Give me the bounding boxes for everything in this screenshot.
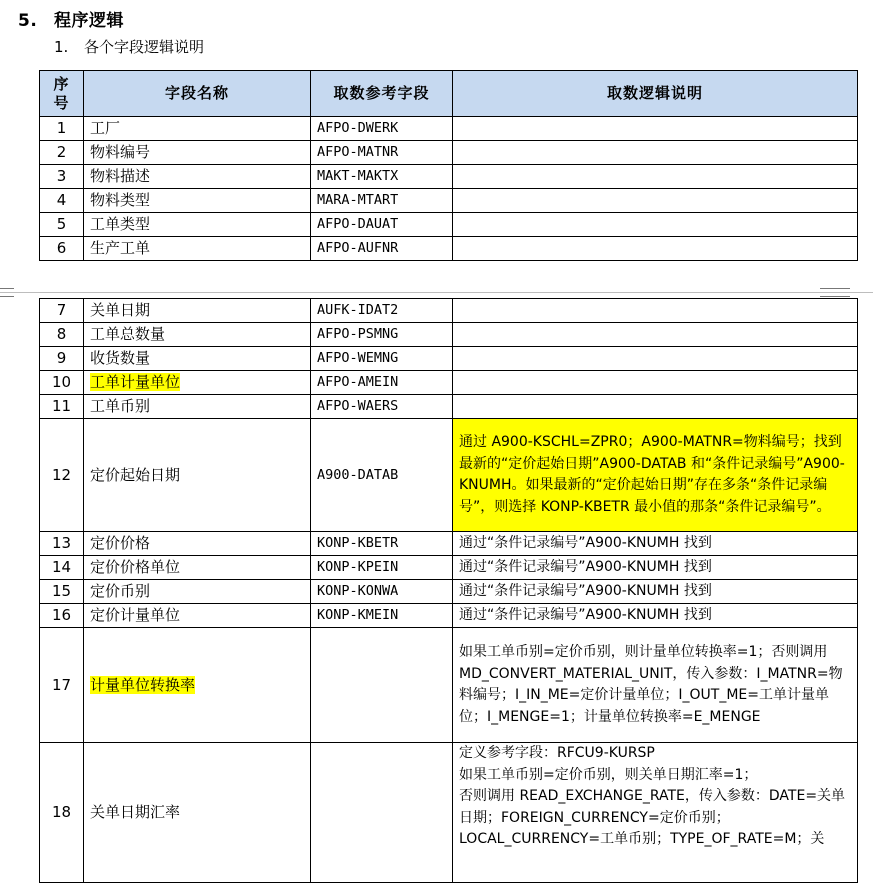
logic-line: 如果工单币别=定价币别，则关单日期汇率=1； — [459, 766, 758, 783]
table-row — [40, 213, 858, 237]
field-name-text: 定价价格单位 — [90, 558, 181, 576]
subsection-title: 各个字段逻辑说明 — [84, 38, 205, 56]
cell-logic: 通过“条件记录编号”A900-KNUMH 找到 — [453, 580, 858, 604]
cell-no: 15 — [40, 580, 84, 604]
cell-logic — [453, 299, 858, 323]
cell-ref-field — [311, 628, 453, 743]
cell-logic — [453, 165, 858, 189]
field-name-text: 工单币别 — [90, 397, 151, 415]
field-name-text: 关单日期汇率 — [90, 803, 181, 821]
table-row — [40, 323, 858, 347]
field-name-text: 工单总数量 — [90, 325, 166, 343]
cell-ref-field: AFPO-WEMNG — [311, 347, 453, 371]
table-row — [40, 628, 858, 743]
cell-no: 12 — [40, 419, 84, 532]
cell-no: 4 — [40, 189, 84, 213]
field-name-text: 物料描述 — [90, 167, 151, 185]
cell-ref-field: AFPO-MATNR — [311, 141, 453, 165]
cell-ref-field: AFPO-DWERK — [311, 117, 453, 141]
cell-field-name — [84, 604, 311, 628]
field-name-text: 工厂 — [90, 119, 121, 137]
logic-line: 否则调用 READ_EXCHANGE_RATE，传入参数：DATE=关单日期；FOREIGN_CURRENCY=定价币别；LOCAL_CURRENCY=工单币别；TYPE_OF_RATE=M；关 — [459, 788, 846, 847]
cell-logic — [453, 213, 858, 237]
cell-ref-field: KONP-KONWA — [311, 580, 453, 604]
field-logic-table-page1 — [39, 70, 858, 261]
cell-no: 7 — [40, 299, 84, 323]
field-name-text: 生产工单 — [90, 239, 151, 257]
cell-logic — [453, 237, 858, 261]
table-row — [40, 556, 858, 580]
table-row — [40, 117, 858, 141]
cell-no: 8 — [40, 323, 84, 347]
field-name-text: 物料编号 — [90, 143, 151, 161]
field-name-text: 计量单位转换率 — [90, 675, 196, 694]
cell-logic: 通过“条件记录编号”A900-KNUMH 找到 — [453, 556, 858, 580]
cell-field-name — [84, 743, 311, 883]
field-name-text: 定价币别 — [90, 582, 151, 600]
cell-logic: 通过 A900-KSCHL=ZPR0；A900-MATNR=物料编号；找到最新的“定价起始日期”A900-DATAB 和“条件记录编号”A900-KNUMH。如果最新的“定价起始日期”存在多条“条件记录编号”，则选择 KONP-KBETR 最小值的那条“条件记录编号”。 — [453, 419, 858, 532]
table-row — [40, 165, 858, 189]
cell-field-name — [84, 189, 311, 213]
table-row — [40, 580, 858, 604]
cell-no: 16 — [40, 604, 84, 628]
cell-no: 11 — [40, 395, 84, 419]
cell-logic: 如果工单币别=定价币别，则计量单位转换率=1；否则调用 MD_CONVERT_MATERIAL_UNIT，传入参数：I_MATNR=物料编号；I_IN_ME=定价计量单位；I_OUT_ME=工单计量单位；I_MENGE=1；计量单位转换率=E_MENGE — [453, 628, 858, 743]
cell-ref-field: MARA-MTART — [311, 189, 453, 213]
cell-field-name — [84, 299, 311, 323]
cell-logic — [453, 117, 858, 141]
field-logic-table-page2 — [39, 298, 858, 883]
table-row — [40, 189, 858, 213]
cell-field-name — [84, 580, 311, 604]
cell-no: 13 — [40, 532, 84, 556]
table-row — [40, 347, 858, 371]
cell-ref-field: AFPO-PSMNG — [311, 323, 453, 347]
cell-logic: 通过“条件记录编号”A900-KNUMH 找到 — [453, 604, 858, 628]
header-no: 序号 — [40, 71, 84, 117]
cell-logic — [453, 743, 858, 883]
header-logic: 取数逻辑说明 — [453, 71, 858, 117]
logic-line: 定义参考字段：RFCU9-KURSP — [459, 745, 655, 761]
page-break-line — [0, 292, 873, 293]
cell-no: 1 — [40, 117, 84, 141]
field-name-text: 物料类型 — [90, 191, 151, 209]
field-name-text: 工单计量单位 — [90, 373, 181, 391]
cell-field-name — [84, 117, 311, 141]
cell-no: 6 — [40, 237, 84, 261]
subsection-heading — [54, 36, 204, 57]
cell-ref-field: KONP-KPEIN — [311, 556, 453, 580]
field-name-text: 定价计量单位 — [90, 606, 181, 624]
cell-logic — [453, 323, 858, 347]
cell-field-name — [84, 419, 311, 532]
cell-field-name — [84, 237, 311, 261]
table-body-1 — [40, 117, 858, 261]
cell-no: 3 — [40, 165, 84, 189]
section-heading — [18, 6, 124, 31]
cell-ref-field: AFPO-WAERS — [311, 395, 453, 419]
cell-logic — [453, 347, 858, 371]
field-name-text: 收货数量 — [90, 349, 151, 367]
cell-logic — [453, 371, 858, 395]
cell-ref-field: A900-DATAB — [311, 419, 453, 532]
table-row — [40, 419, 858, 532]
cell-logic — [453, 395, 858, 419]
cell-ref-field: KONP-KBETR — [311, 532, 453, 556]
section-number: 5. — [18, 11, 38, 31]
table-row — [40, 743, 858, 883]
cell-logic — [453, 141, 858, 165]
cell-field-name — [84, 556, 311, 580]
table-row — [40, 141, 858, 165]
table-row — [40, 604, 858, 628]
cell-ref-field: AFPO-AMEIN — [311, 371, 453, 395]
table-row — [40, 532, 858, 556]
table-row — [40, 395, 858, 419]
cell-field-name — [84, 323, 311, 347]
left-margin-marker — [0, 288, 14, 297]
cell-field-name — [84, 532, 311, 556]
cell-field-name — [84, 347, 311, 371]
cell-field-name — [84, 165, 311, 189]
header-ref-field: 取数参考字段 — [311, 71, 453, 117]
cell-no: 18 — [40, 743, 84, 883]
cell-ref-field: KONP-KMEIN — [311, 604, 453, 628]
cell-no: 9 — [40, 347, 84, 371]
cell-no: 2 — [40, 141, 84, 165]
cell-ref-field: MAKT-MAKTX — [311, 165, 453, 189]
cell-no: 5 — [40, 213, 84, 237]
table-row — [40, 371, 858, 395]
cell-no: 10 — [40, 371, 84, 395]
cell-no: 14 — [40, 556, 84, 580]
header-field-name: 字段名称 — [84, 71, 311, 117]
table-row — [40, 299, 858, 323]
table-row — [40, 237, 858, 261]
field-name-text: 定价价格 — [90, 534, 151, 552]
cell-logic — [453, 189, 858, 213]
section-title: 程序逻辑 — [54, 11, 124, 31]
cell-logic: 通过“条件记录编号”A900-KNUMH 找到 — [453, 532, 858, 556]
cell-field-name — [84, 371, 311, 395]
cell-ref-field — [311, 743, 453, 883]
cell-field-name — [84, 141, 311, 165]
cell-field-name — [84, 213, 311, 237]
subsection-number: 1. — [54, 38, 69, 56]
cell-ref-field: AUFK-IDAT2 — [311, 299, 453, 323]
cell-ref-field: AFPO-DAUAT — [311, 213, 453, 237]
cell-no: 17 — [40, 628, 84, 743]
cell-ref-field: AFPO-AUFNR — [311, 237, 453, 261]
field-name-text: 工单类型 — [90, 215, 151, 233]
cell-field-name — [84, 395, 311, 419]
table-body-2 — [40, 299, 858, 883]
field-name-text: 定价起始日期 — [90, 465, 181, 484]
cell-field-name — [84, 628, 311, 743]
right-margin-marker — [820, 288, 850, 297]
field-name-text: 关单日期 — [90, 301, 151, 319]
